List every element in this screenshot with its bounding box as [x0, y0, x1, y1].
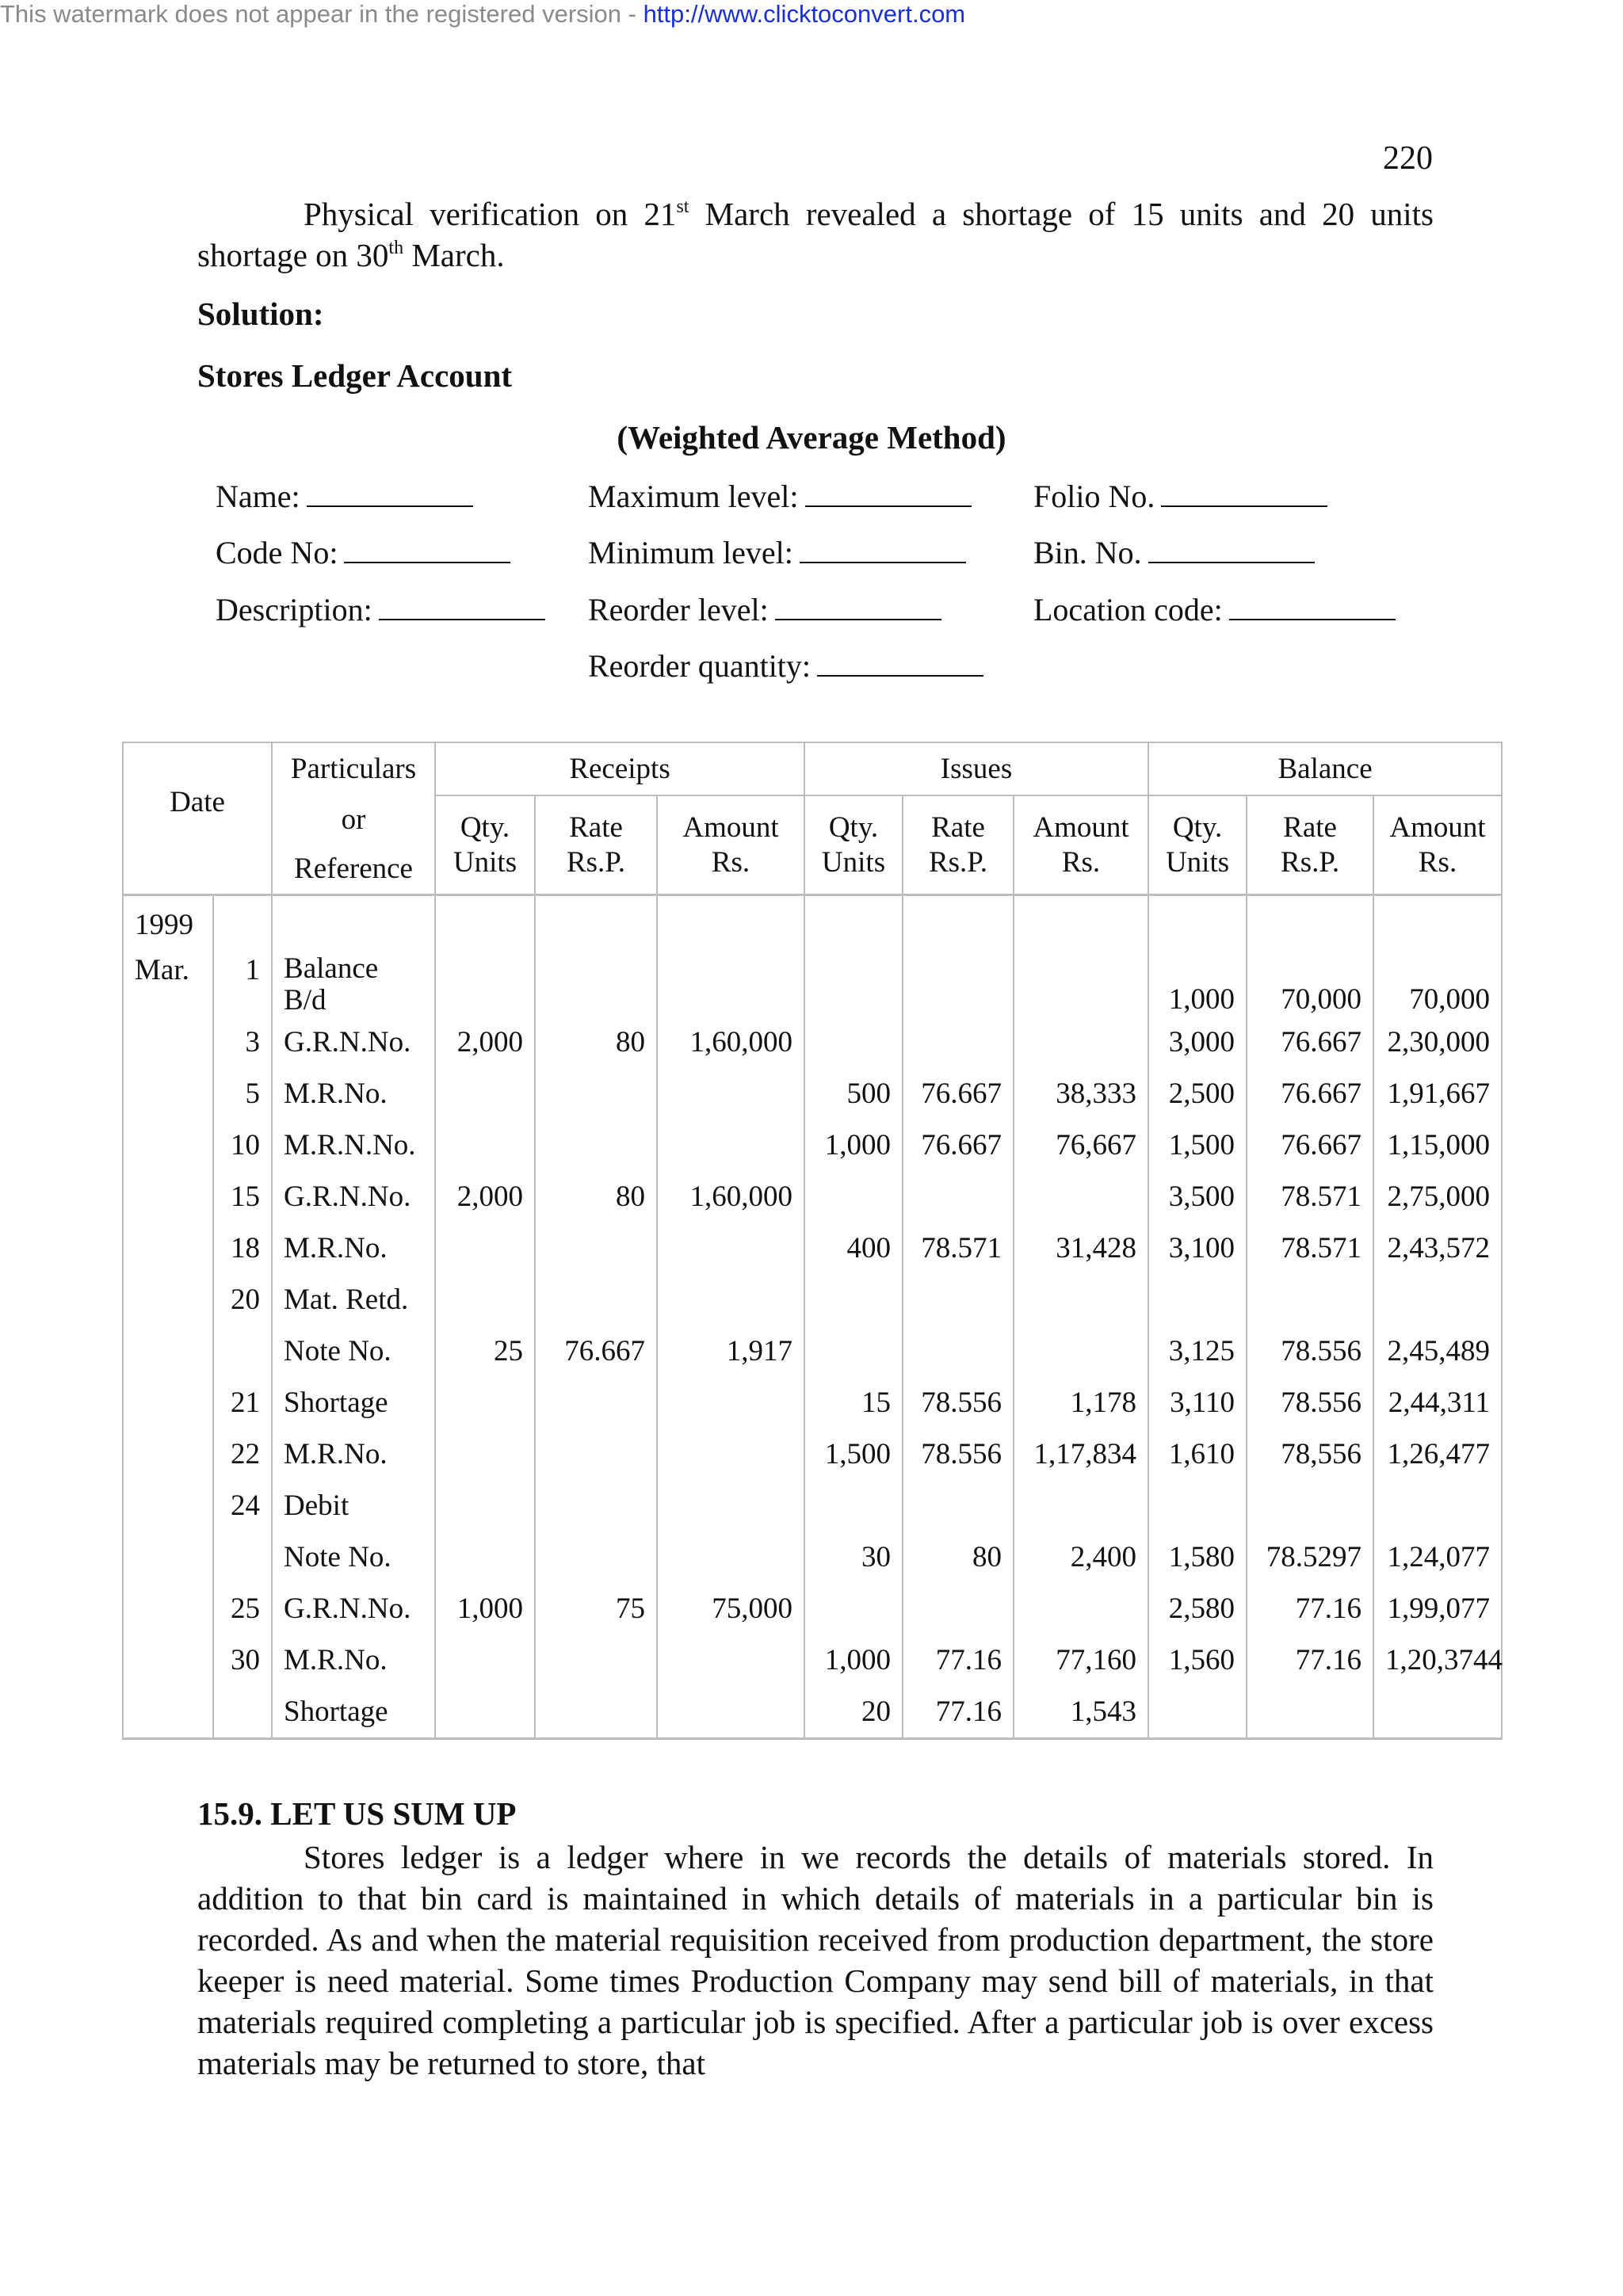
intro-sup-st: st: [676, 196, 689, 217]
issues-qty-cell: [804, 1274, 903, 1325]
header-date: Date: [123, 742, 272, 895]
month-cell: [123, 1480, 213, 1531]
watermark-text: This watermark does not appear in the registered version -: [0, 0, 643, 28]
header-issues-amount: [1014, 795, 1148, 895]
month-cell: [123, 1634, 213, 1686]
watermark: [0, 0, 965, 29]
balance-amount-cell: [1373, 1686, 1502, 1739]
receipts-qty-cell: [435, 1428, 535, 1480]
balance-qty-cell: [1148, 1686, 1247, 1739]
day-cell: [213, 1531, 272, 1583]
header-balance: Balance: [1148, 742, 1502, 795]
receipts-amount-cell: 75,000: [657, 1583, 804, 1634]
particulars-cell: M.R.No.: [272, 1428, 435, 1480]
field-bin-no-blank: [1148, 538, 1315, 563]
month-cell: [123, 1171, 213, 1222]
header-particulars-2: or: [272, 795, 435, 845]
table-row: [123, 1531, 1502, 1583]
issues-qty-cell: 1,000: [804, 1119, 903, 1171]
particulars-cell: Debit: [272, 1480, 435, 1531]
month-cell: [123, 1686, 213, 1739]
header-rsp-label: Rs.P.: [928, 845, 988, 879]
header-rate-label: Rate: [1283, 810, 1337, 844]
field-location-code-blank: [1229, 595, 1396, 620]
particulars-cell: M.R.No.: [272, 1222, 435, 1274]
issues-qty-cell: 1,500: [804, 1428, 903, 1480]
table-row: [123, 953, 1502, 1016]
issues-amount-cell: [1014, 1583, 1148, 1634]
balance-rate-cell: [1247, 1480, 1373, 1531]
issues-amount-cell: 77,160: [1014, 1634, 1148, 1686]
issues-rate-cell: [903, 1171, 1014, 1222]
balance-amount-cell: 2,45,489: [1373, 1325, 1502, 1377]
header-issues: Issues: [804, 742, 1148, 795]
issues-amount-cell: 1,178: [1014, 1377, 1148, 1428]
empty-cell: [1148, 895, 1247, 954]
receipts-amount-cell: 1,917: [657, 1325, 804, 1377]
receipts-qty-cell: [435, 1068, 535, 1119]
empty-cell: [213, 895, 272, 954]
issues-rate-cell: 76.667: [903, 1119, 1014, 1171]
receipts-qty-cell: [435, 953, 535, 1016]
balance-amount-cell: 1,15,000: [1373, 1119, 1502, 1171]
balance-qty-cell: 3,000: [1148, 1016, 1247, 1068]
issues-rate-cell: 78.556: [903, 1428, 1014, 1480]
header-amount-label: Amount: [1033, 810, 1129, 844]
header-particulars-1: Particulars: [272, 742, 435, 795]
balance-rate-cell: 78,556: [1247, 1428, 1373, 1480]
receipts-qty-cell: [435, 1274, 535, 1325]
stores-ledger-table: [122, 742, 1503, 1740]
receipts-rate-cell: [535, 953, 657, 1016]
balance-rate-cell: [1247, 1686, 1373, 1739]
receipts-amount-cell: [657, 1686, 804, 1739]
particulars-cell: M.R.No.: [272, 1634, 435, 1686]
receipts-amount-cell: 1,60,000: [657, 1171, 804, 1222]
field-name-blank: [307, 482, 473, 507]
field-reorder-quantity-label: Reorder quantity:: [588, 648, 812, 684]
field-max-level-label: Maximum level:: [588, 479, 799, 514]
header-amount-label: Amount: [1389, 810, 1486, 844]
balance-rate-cell: 78.571: [1247, 1222, 1373, 1274]
day-cell: 18: [213, 1222, 272, 1274]
field-description: [216, 591, 545, 628]
receipts-amount-cell: [657, 1428, 804, 1480]
receipts-qty-cell: [435, 1119, 535, 1171]
year-row: [123, 895, 1502, 954]
balance-rate-cell: 76.667: [1247, 1068, 1373, 1119]
table-row: [123, 1583, 1502, 1634]
header-particulars-3: Reference: [272, 845, 435, 895]
receipts-amount-cell: [657, 1274, 804, 1325]
issues-rate-cell: 80: [903, 1531, 1014, 1583]
empty-cell: [903, 895, 1014, 954]
balance-amount-cell: 1,24,077: [1373, 1531, 1502, 1583]
receipts-rate-cell: [535, 1480, 657, 1531]
table-row: [123, 1222, 1502, 1274]
particulars-cell: Mat. Retd.: [272, 1274, 435, 1325]
balance-rate-cell: 76.667: [1247, 1119, 1373, 1171]
ledger-body: [123, 895, 1502, 1739]
receipts-qty-cell: 1,000: [435, 1583, 535, 1634]
header-receipts-rate: [535, 795, 657, 895]
particulars-cell: G.R.N.No.: [272, 1583, 435, 1634]
header-rate-label: Rate: [569, 810, 623, 844]
balance-qty-cell: 1,580: [1148, 1531, 1247, 1583]
balance-amount-cell: 2,44,311: [1373, 1377, 1502, 1428]
month-cell: Mar.: [123, 953, 213, 1016]
day-cell: [213, 1686, 272, 1739]
issues-qty-cell: 1,000: [804, 1634, 903, 1686]
issues-amount-cell: 1,543: [1014, 1686, 1148, 1739]
receipts-rate-cell: [535, 1222, 657, 1274]
receipts-qty-cell: [435, 1480, 535, 1531]
field-max-level: [588, 478, 972, 515]
issues-qty-cell: 500: [804, 1068, 903, 1119]
particulars-cell: [272, 953, 435, 1016]
issues-amount-cell: [1014, 1171, 1148, 1222]
header-rs-label: Rs.: [1061, 845, 1101, 879]
table-row: [123, 1171, 1502, 1222]
balance-qty-cell: 3,500: [1148, 1171, 1247, 1222]
intro-text-a: Physical verification on 21: [304, 196, 677, 232]
balance-qty-cell: [1148, 1274, 1247, 1325]
balance-qty-cell: 3,110: [1148, 1377, 1247, 1428]
day-cell: [213, 1325, 272, 1377]
month-cell: [123, 1377, 213, 1428]
header-receipts: Receipts: [435, 742, 804, 795]
empty-cell: [1373, 895, 1502, 954]
particulars-cell: Note No.: [272, 1325, 435, 1377]
day-cell: 10: [213, 1119, 272, 1171]
balance-qty-cell: 2,580: [1148, 1583, 1247, 1634]
issues-rate-cell: 76.667: [903, 1068, 1014, 1119]
table-row: [123, 1016, 1502, 1068]
header-amount-label: Amount: [682, 810, 779, 844]
table-row: [123, 1480, 1502, 1531]
receipts-rate-cell: [535, 1634, 657, 1686]
issues-qty-cell: 20: [804, 1686, 903, 1739]
header-rs-label: Rs.: [1418, 845, 1457, 879]
receipts-rate-cell: [535, 1686, 657, 1739]
field-reorder-quantity: [588, 647, 983, 685]
issues-qty-cell: [804, 953, 903, 1016]
receipts-rate-cell: 76.667: [535, 1325, 657, 1377]
issues-amount-cell: 38,333: [1014, 1068, 1148, 1119]
balance-qty-cell: 1,610: [1148, 1428, 1247, 1480]
particulars-line-2: B/d: [284, 984, 327, 1016]
field-code-no-label: Code No:: [216, 535, 338, 570]
ledger-title: Stores Ledger Account: [197, 357, 513, 394]
issues-amount-cell: [1014, 1325, 1148, 1377]
header-receipts-qty: [435, 795, 535, 895]
issues-rate-cell: 78.556: [903, 1377, 1014, 1428]
receipts-rate-cell: [535, 1377, 657, 1428]
issues-qty-cell: [804, 1016, 903, 1068]
section-heading: 15.9. LET US SUM UP: [197, 1795, 517, 1832]
issues-amount-cell: [1014, 953, 1148, 1016]
receipts-qty-cell: [435, 1222, 535, 1274]
balance-amount-cell: 2,43,572: [1373, 1222, 1502, 1274]
field-folio-no: [1033, 478, 1327, 515]
month-cell: [123, 1016, 213, 1068]
field-reorder-level-label: Reorder level:: [588, 592, 769, 627]
balance-rate-cell: 70,000: [1247, 953, 1373, 1016]
balance-amount-cell: 70,000: [1373, 953, 1502, 1016]
month-cell: [123, 1531, 213, 1583]
field-bin-no: [1033, 534, 1315, 571]
empty-cell: [272, 895, 435, 954]
issues-qty-cell: [804, 1325, 903, 1377]
day-cell: 3: [213, 1016, 272, 1068]
field-description-blank: [379, 595, 545, 620]
solution-label: Solution:: [197, 296, 324, 332]
intro-sup-th: th: [388, 238, 404, 258]
field-min-level-label: Minimum level:: [588, 535, 793, 570]
month-cell: [123, 1068, 213, 1119]
balance-rate-cell: 76.667: [1247, 1016, 1373, 1068]
balance-amount-cell: 2,75,000: [1373, 1171, 1502, 1222]
balance-amount-cell: 1,91,667: [1373, 1068, 1502, 1119]
header-rate-label: Rate: [931, 810, 985, 844]
header-qty-label: Qty.: [460, 810, 510, 844]
receipts-rate-cell: [535, 1068, 657, 1119]
issues-qty-cell: 15: [804, 1377, 903, 1428]
issues-qty-cell: 30: [804, 1531, 903, 1583]
balance-qty-cell: 1,000: [1148, 953, 1247, 1016]
receipts-rate-cell: [535, 1119, 657, 1171]
header-qty-label: Qty.: [828, 810, 879, 844]
header-balance-amount: [1373, 795, 1502, 895]
empty-cell: [1014, 895, 1148, 954]
balance-amount-cell: 1,20,3744: [1373, 1634, 1502, 1686]
receipts-rate-cell: [535, 1531, 657, 1583]
receipts-qty-cell: [435, 1686, 535, 1739]
empty-cell: [1247, 895, 1373, 954]
balance-qty-cell: 3,100: [1148, 1222, 1247, 1274]
receipts-qty-cell: 2,000: [435, 1171, 535, 1222]
day-cell: 5: [213, 1068, 272, 1119]
header-issues-rate: [903, 795, 1014, 895]
receipts-amount-cell: [657, 1222, 804, 1274]
receipts-amount-cell: [657, 1531, 804, 1583]
page-number: 220: [1383, 140, 1433, 177]
balance-rate-cell: 78.556: [1247, 1325, 1373, 1377]
receipts-rate-cell: 80: [535, 1016, 657, 1068]
field-min-level-blank: [800, 538, 966, 563]
header-rs-label: Rs.: [711, 845, 750, 879]
field-folio-no-label: Folio No.: [1033, 479, 1155, 514]
balance-amount-cell: 1,99,077: [1373, 1583, 1502, 1634]
table-row: [123, 1274, 1502, 1325]
receipts-qty-cell: [435, 1531, 535, 1583]
field-min-level: [588, 534, 966, 571]
empty-cell: [435, 895, 535, 954]
table-row: [123, 1634, 1502, 1686]
empty-cell: [535, 895, 657, 954]
particulars-cell: M.R.No.: [272, 1068, 435, 1119]
issues-amount-cell: 2,400: [1014, 1531, 1148, 1583]
issues-amount-cell: 31,428: [1014, 1222, 1148, 1274]
receipts-amount-cell: [657, 1480, 804, 1531]
month-cell: [123, 1274, 213, 1325]
month-cell: [123, 1325, 213, 1377]
balance-rate-cell: 78.5297: [1247, 1531, 1373, 1583]
field-code-no-blank: [344, 538, 510, 563]
issues-rate-cell: 78.571: [903, 1222, 1014, 1274]
table-row: [123, 1428, 1502, 1480]
table-row: [123, 1377, 1502, 1428]
particulars-cell: Shortage: [272, 1377, 435, 1428]
particulars-cell: Note No.: [272, 1531, 435, 1583]
header-qty-label: Qty.: [1172, 810, 1223, 844]
issues-amount-cell: 1,17,834: [1014, 1428, 1148, 1480]
receipts-rate-cell: [535, 1428, 657, 1480]
balance-rate-cell: [1247, 1274, 1373, 1325]
summary-paragraph: Stores ledger is a ledger where in we records the details of materials stored. In addition to that bin card is maintained in which details of materials in a particular bin is recorded. As and when the material requisition received from production department, the store keeper is need material. Some times Production Company may send bill of materials, in that materials required completing a particular job is specified. After a particular job is over excess materials may be returned to store, that: [197, 1839, 1434, 2081]
day-cell: 25: [213, 1583, 272, 1634]
header-receipts-amount: [657, 795, 804, 895]
balance-qty-cell: 2,500: [1148, 1068, 1247, 1119]
issues-amount-cell: [1014, 1480, 1148, 1531]
receipts-rate-cell: [535, 1274, 657, 1325]
empty-cell: [804, 895, 903, 954]
header-issues-qty: [804, 795, 903, 895]
field-description-label: Description:: [216, 592, 372, 627]
watermark-link[interactable]: http://www.clicktoconvert.com: [643, 0, 966, 28]
header-balance-qty: [1148, 795, 1247, 895]
particulars-line-1: Balance: [284, 952, 379, 985]
year-cell: 1999: [123, 895, 213, 954]
field-bin-no-label: Bin. No.: [1033, 535, 1142, 570]
particulars-cell: G.R.N.No.: [272, 1171, 435, 1222]
receipts-amount-cell: [657, 1119, 804, 1171]
issues-rate-cell: 77.16: [903, 1634, 1014, 1686]
receipts-qty-cell: 2,000: [435, 1016, 535, 1068]
field-location-code-label: Location code:: [1033, 592, 1223, 627]
balance-qty-cell: 3,125: [1148, 1325, 1247, 1377]
empty-cell: [657, 895, 804, 954]
month-cell: [123, 1222, 213, 1274]
receipts-amount-cell: [657, 1377, 804, 1428]
intro-text-c: March.: [403, 237, 505, 273]
day-cell: 22: [213, 1428, 272, 1480]
day-cell: 20: [213, 1274, 272, 1325]
issues-rate-cell: [903, 1274, 1014, 1325]
issues-amount-cell: [1014, 1274, 1148, 1325]
receipts-amount-cell: [657, 953, 804, 1016]
field-reorder-level-blank: [775, 595, 941, 620]
table-row: [123, 1686, 1502, 1739]
receipts-qty-cell: [435, 1377, 535, 1428]
issues-qty-cell: [804, 1583, 903, 1634]
issues-amount-cell: 76,667: [1014, 1119, 1148, 1171]
particulars-cell: G.R.N.No.: [272, 1016, 435, 1068]
intro-text-b: March revealed a shortage of 15 units and 20 units shortage on 30: [197, 196, 1434, 273]
issues-amount-cell: [1014, 1016, 1148, 1068]
field-code-no: [216, 534, 510, 571]
field-name: [216, 478, 473, 515]
balance-qty-cell: [1148, 1480, 1247, 1531]
method-title: (Weighted Average Method): [617, 419, 1006, 456]
header-units-label: Units: [453, 845, 517, 879]
field-location-code: [1033, 591, 1396, 628]
issues-qty-cell: [804, 1171, 903, 1222]
balance-amount-cell: [1373, 1480, 1502, 1531]
header-rsp-label: Rs.P.: [1281, 845, 1340, 879]
month-cell: [123, 1119, 213, 1171]
field-name-label: Name:: [216, 479, 300, 514]
field-folio-no-blank: [1161, 482, 1327, 507]
header-rsp-label: Rs.P.: [566, 845, 626, 879]
particulars-cell: Shortage: [272, 1686, 435, 1739]
receipts-amount-cell: [657, 1634, 804, 1686]
day-cell: 24: [213, 1480, 272, 1531]
field-reorder-quantity-blank: [817, 651, 983, 677]
field-max-level-blank: [805, 482, 972, 507]
balance-amount-cell: 2,30,000: [1373, 1016, 1502, 1068]
header-units-label: Units: [821, 845, 886, 879]
balance-rate-cell: 78.571: [1247, 1171, 1373, 1222]
issues-rate-cell: [903, 953, 1014, 1016]
month-cell: [123, 1428, 213, 1480]
issues-rate-cell: 77.16: [903, 1686, 1014, 1739]
intro-paragraph: [197, 193, 1434, 276]
issues-rate-cell: [903, 1325, 1014, 1377]
table-row: [123, 1119, 1502, 1171]
balance-rate-cell: 78.556: [1247, 1377, 1373, 1428]
day-cell: 1: [213, 953, 272, 1016]
header-units-label: Units: [1165, 845, 1230, 879]
balance-rate-cell: 77.16: [1247, 1583, 1373, 1634]
balance-rate-cell: 77.16: [1247, 1634, 1373, 1686]
balance-qty-cell: 1,500: [1148, 1119, 1247, 1171]
table-row: [123, 1068, 1502, 1119]
issues-qty-cell: 400: [804, 1222, 903, 1274]
header-balance-rate: [1247, 795, 1373, 895]
receipts-qty-cell: [435, 1634, 535, 1686]
balance-amount-cell: [1373, 1274, 1502, 1325]
issues-rate-cell: [903, 1480, 1014, 1531]
issues-rate-cell: [903, 1016, 1014, 1068]
table-row: [123, 1325, 1502, 1377]
month-cell: [123, 1583, 213, 1634]
receipts-rate-cell: 75: [535, 1583, 657, 1634]
issues-rate-cell: [903, 1583, 1014, 1634]
day-cell: 21: [213, 1377, 272, 1428]
particulars-cell: M.R.N.No.: [272, 1119, 435, 1171]
field-reorder-level: [588, 591, 941, 628]
receipts-amount-cell: 1,60,000: [657, 1016, 804, 1068]
receipts-qty-cell: 25: [435, 1325, 535, 1377]
balance-qty-cell: 1,560: [1148, 1634, 1247, 1686]
balance-amount-cell: 1,26,477: [1373, 1428, 1502, 1480]
day-cell: 30: [213, 1634, 272, 1686]
receipts-rate-cell: 80: [535, 1171, 657, 1222]
day-cell: 15: [213, 1171, 272, 1222]
issues-qty-cell: [804, 1480, 903, 1531]
receipts-amount-cell: [657, 1068, 804, 1119]
